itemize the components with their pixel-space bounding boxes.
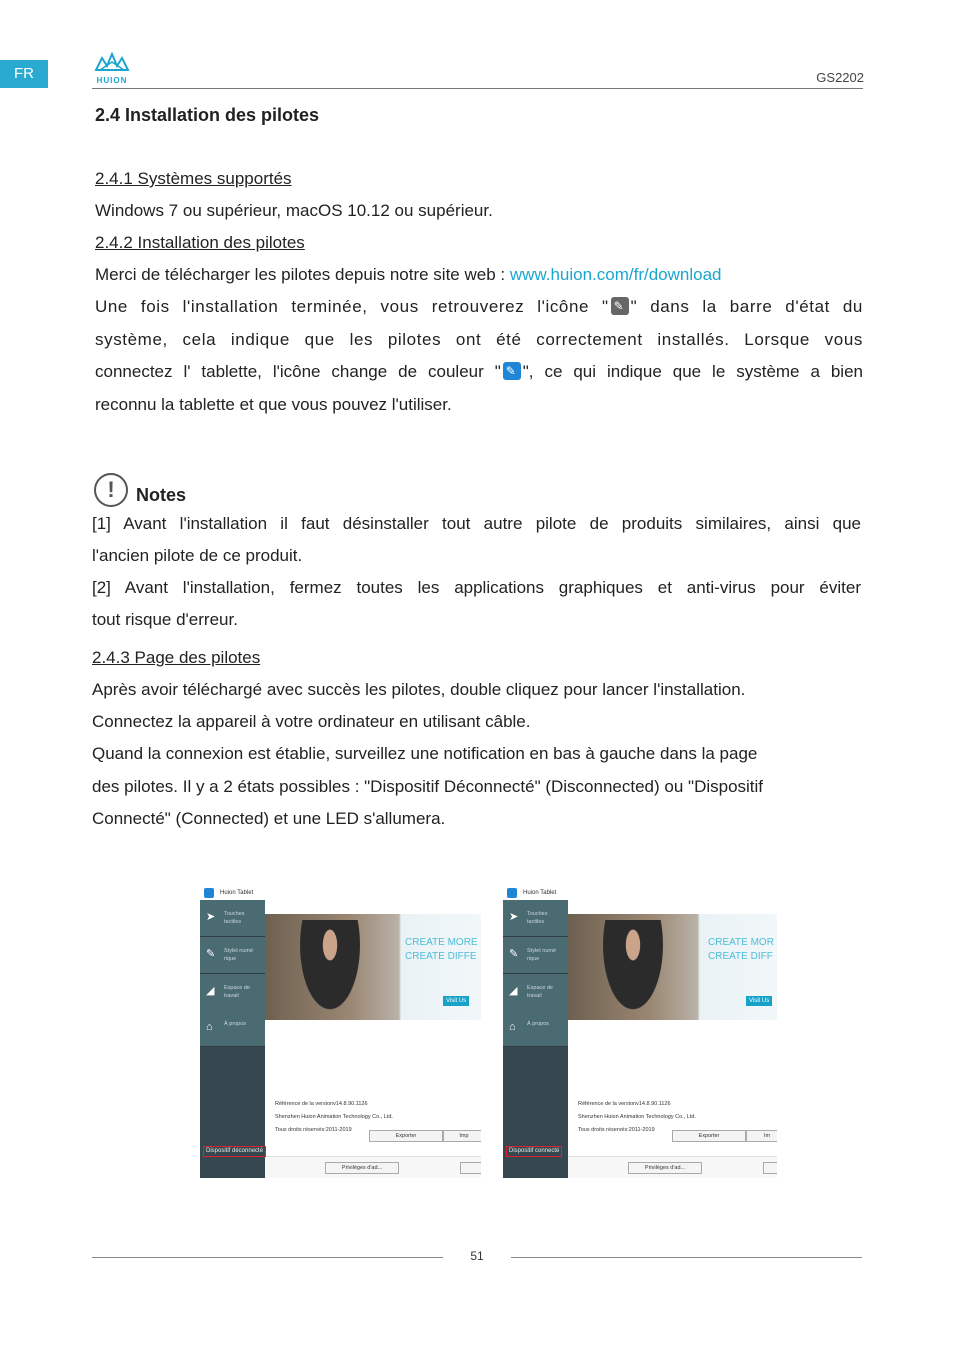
- page-number: 51: [470, 1249, 484, 1263]
- pen-icon: ✎: [509, 948, 519, 960]
- nav-apropos[interactable]: [503, 1010, 568, 1047]
- note-2-line2: tout risque d'erreur.: [92, 610, 238, 629]
- nav-espace[interactable]: [200, 974, 265, 1011]
- rights-text: Tous droits réservés:2011-2019: [275, 1127, 352, 1133]
- nav-label: Touches tactiles: [527, 911, 548, 925]
- subsection-title-241: 2.4.1 Systèmes supportés: [95, 169, 292, 188]
- window-titlebar: [200, 886, 481, 900]
- admin-privileges-button[interactable]: Privilèges d'ad...: [628, 1162, 702, 1174]
- install-text-5: ", ce qui indique que le système a bien: [522, 362, 863, 381]
- nav-stylet[interactable]: [200, 937, 265, 974]
- import-button[interactable]: Imp: [443, 1130, 481, 1142]
- company-text: Shenzhen Huion Animation Technology Co., Ltd.: [578, 1114, 696, 1120]
- rights-text: Tous droits réservés:2011-2019: [578, 1127, 655, 1133]
- download-link[interactable]: www.huion.com/fr/download: [509, 265, 722, 284]
- driver-page-line5: Connecté" (Connected) et une LED s'allumera.: [92, 809, 446, 828]
- install-paragraph-line2: système, cela indique que les pilotes ont été correctement installés. Lorsque vous: [95, 330, 863, 349]
- footer-divider-right: [511, 1257, 862, 1258]
- version-text: Référence de la versionv14.8.90.1126: [275, 1101, 368, 1107]
- pen-icon: ✎: [206, 948, 216, 960]
- supported-systems-text: Windows 7 ou supérieur, macOS 10.12 ou supérieur.: [95, 201, 493, 220]
- touch-icon: ➤: [509, 911, 519, 923]
- hero-banner: [265, 914, 481, 1020]
- install-paragraph-line3: [95, 356, 863, 388]
- tray-icon-connected: ✎: [503, 362, 521, 380]
- admin-privileges-button[interactable]: Privilèges d'ad...: [325, 1162, 399, 1174]
- note-1-line1: [1] Avant l'installation il faut désinstaller tout autre pilote de produits similaires, ainsi que: [92, 514, 861, 533]
- device-status: Dispositif connecté: [506, 1146, 562, 1157]
- visit-us-button[interactable]: Visit Us: [443, 996, 469, 1006]
- install-text-1: Une fois l'installation terminée, vous retrouverez l'icône ": [95, 297, 609, 316]
- extra-button[interactable]: [460, 1162, 481, 1174]
- install-paragraph-line1: [95, 291, 863, 323]
- export-button[interactable]: Exporter: [369, 1130, 443, 1142]
- model-name: GS2202: [816, 70, 864, 85]
- touch-icon: ➤: [206, 911, 216, 923]
- install-text-2: " dans la barre d'état du: [630, 297, 863, 316]
- nav-touches[interactable]: [200, 900, 265, 937]
- footer-divider-left: [92, 1257, 443, 1258]
- tray-icon-disconnected: ✎: [611, 297, 629, 315]
- download-line: [95, 259, 722, 291]
- workspace-icon: ◢: [206, 985, 215, 997]
- driver-page-line4: des pilotes. Il y a 2 états possibles : "Dispositif Déconnecté" (Disconnected) ou "Dispositif: [92, 777, 764, 796]
- banner-image: [598, 920, 668, 1020]
- note-1-line2: l'ancien pilote de ce produit.: [92, 546, 303, 565]
- driver-page-line1: Après avoir téléchargé avec succès les pilotes, double cliquez pour lancer l'installation.: [92, 680, 746, 699]
- driver-page-line2: Connectez la appareil à votre ordinateur en utilisant câble.: [92, 712, 531, 731]
- nav-label: Espace de travail: [527, 985, 553, 999]
- window-titlebar: [503, 886, 777, 900]
- driver-window-disconnected: [200, 886, 481, 1178]
- export-button[interactable]: Exporter: [672, 1130, 746, 1142]
- nav-apropos[interactable]: [200, 1010, 265, 1047]
- window-title: Huion Tablet: [523, 890, 557, 896]
- section-title: 2.4 Installation des pilotes: [95, 105, 320, 125]
- banner-image: [295, 920, 365, 1020]
- extra-button[interactable]: [763, 1162, 777, 1174]
- workspace-icon: ◢: [509, 985, 518, 997]
- note-2-line1: [2] Avant l'installation, fermez toutes les applications graphiques et anti-virus pour éviter: [92, 578, 861, 597]
- import-button[interactable]: Im: [746, 1130, 777, 1142]
- nav-stylet[interactable]: [503, 937, 568, 974]
- nav-label: Touches tactiles: [224, 911, 245, 925]
- driver-page-line3: Quand la connexion est établie, surveillez une notification en bas à gauche dans la page: [92, 744, 758, 763]
- install-text-4: connectez l' tablette, l'icône change de couleur ": [95, 362, 501, 381]
- visit-us-button[interactable]: Visit Us: [746, 996, 772, 1006]
- subsection-title-242: 2.4.2 Installation des pilotes: [95, 233, 305, 252]
- notes-title: Notes: [136, 485, 187, 505]
- app-icon: [507, 888, 517, 898]
- driver-window-connected: [503, 886, 777, 1178]
- nav-touches[interactable]: [503, 900, 568, 937]
- version-text: Référence de la versionv14.8.90.1126: [578, 1101, 671, 1107]
- app-icon: [204, 888, 214, 898]
- nav-label: À propos: [527, 1021, 550, 1027]
- window-title: Huion Tablet: [220, 890, 254, 896]
- nav-label: Espace de travail: [224, 985, 250, 999]
- banner-tagline: CREATE MORE CREATE DIFFE: [405, 937, 478, 962]
- hero-banner: [568, 914, 777, 1020]
- banner-tagline: CREATE MOR CREATE DIFF: [708, 937, 774, 962]
- download-text: Merci de télécharger les pilotes depuis notre site web :: [95, 265, 510, 284]
- company-text: Shenzhen Huion Animation Technology Co., Ltd.: [275, 1114, 393, 1120]
- language-tab: FR: [0, 60, 48, 88]
- nav-espace[interactable]: [503, 974, 568, 1011]
- home-icon: ⌂: [206, 1021, 213, 1033]
- warning-icon: !: [94, 473, 128, 507]
- nav-label: Stylet numé rique: [527, 948, 557, 962]
- subsection-title-243: 2.4.3 Page des pilotes: [92, 648, 261, 667]
- logo-text: HUION: [96, 76, 128, 85]
- header-divider: [92, 88, 863, 89]
- device-status: Dispositif déconnecté: [203, 1146, 266, 1157]
- home-icon: ⌂: [509, 1021, 516, 1033]
- nav-label: À propos: [224, 1021, 247, 1027]
- nav-label: Stylet numé rique: [224, 948, 254, 962]
- install-paragraph-line4: reconnu la tablette et que vous pouvez l'utiliser.: [95, 395, 452, 414]
